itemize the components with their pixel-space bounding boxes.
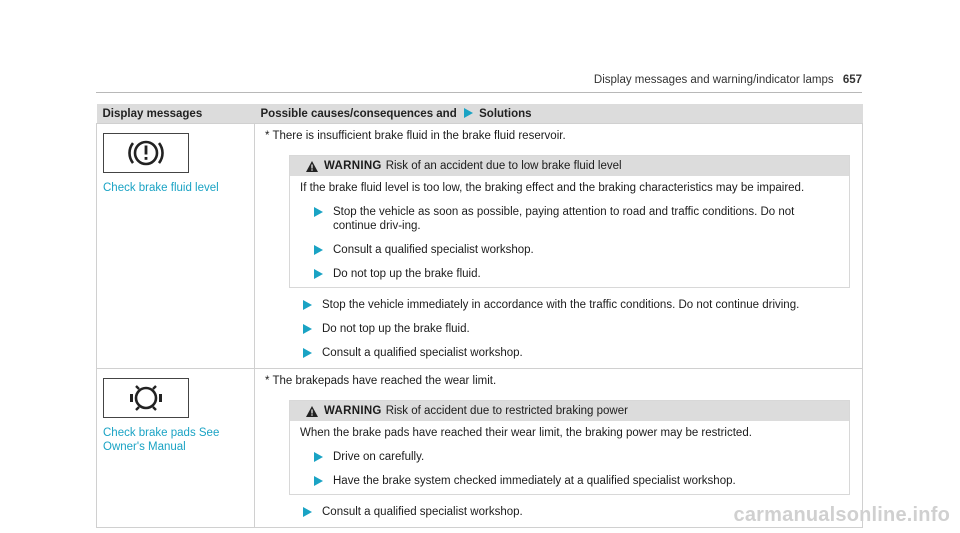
header-divider xyxy=(96,92,862,93)
warning-body xyxy=(290,421,849,494)
list-item xyxy=(300,450,839,464)
brake-pad-wear-lamp-icon xyxy=(103,378,189,418)
warning-box xyxy=(289,155,850,288)
step-arrow-icon xyxy=(303,300,312,310)
list-item xyxy=(300,243,839,257)
watermark: carmanualsonline.info xyxy=(733,504,950,526)
list-item xyxy=(300,205,839,233)
warning-box xyxy=(289,400,850,495)
warning-body xyxy=(290,176,849,287)
list-item xyxy=(289,298,850,312)
page-header xyxy=(96,74,862,86)
cause-note: * There is insufficient brake fluid in the brake fluid reservoir. xyxy=(265,130,566,142)
warning-label: WARNING xyxy=(324,160,382,172)
list-item xyxy=(300,474,839,488)
col-header-causes-label: Possible causes/consequences and xyxy=(260,107,457,120)
step-arrow-icon xyxy=(314,476,323,486)
step-text: Stop the vehicle as soon as possible, paying attention to road and traffic conditions. Do not continue driv-ing. xyxy=(333,206,795,232)
message-cell xyxy=(97,124,255,369)
step-arrow-icon xyxy=(303,348,312,358)
table-row xyxy=(97,124,863,369)
step-arrow-icon xyxy=(303,324,312,334)
warning-title: Risk of an accident due to low brake fluid level xyxy=(385,160,622,172)
page-number: 657 xyxy=(842,74,862,86)
step-text: Drive on carefully. xyxy=(333,451,425,463)
list-item xyxy=(300,267,839,281)
brake-warning-lamp-icon xyxy=(103,133,189,173)
warning-triangle-icon xyxy=(306,161,318,172)
step-arrow-icon xyxy=(303,507,312,517)
warning-header xyxy=(290,401,849,421)
solutions-arrow-icon xyxy=(464,108,473,118)
step-text: Stop the vehicle immediately in accordance with the traffic conditions. Do not continue driving. xyxy=(322,299,800,311)
col-header-causes xyxy=(255,104,863,124)
col-header-messages: Display messages xyxy=(97,104,255,124)
warning-label: WARNING xyxy=(324,405,382,417)
col-header-solutions-label: Solutions xyxy=(479,107,532,120)
header-title: Display messages and warning/indicator lamps xyxy=(593,74,834,86)
message-text: Check brake pads See Owner's Manual xyxy=(103,427,220,453)
list-item xyxy=(289,322,850,336)
step-arrow-icon xyxy=(314,207,323,217)
warning-text: When the brake pads have reached their wear limit, the braking power may be restricted. xyxy=(300,427,752,439)
warning-text: If the brake fluid level is too low, the braking effect and the braking characteristics may be impaired. xyxy=(300,182,805,194)
message-text: Check brake fluid level xyxy=(103,182,219,194)
step-text: Do not top up the brake fluid. xyxy=(333,268,481,280)
warning-triangle-icon xyxy=(306,406,318,417)
list-item xyxy=(289,346,850,360)
warning-title: Risk of accident due to restricted braking power xyxy=(385,405,628,417)
step-text: Consult a qualified specialist workshop. xyxy=(322,506,523,518)
display-messages-table xyxy=(96,104,863,528)
causes-cell xyxy=(255,124,863,369)
message-cell xyxy=(97,369,255,528)
step-arrow-icon xyxy=(314,245,323,255)
table-header-row xyxy=(97,104,863,124)
step-text: Do not top up the brake fluid. xyxy=(322,323,470,335)
step-text: Have the brake system checked immediately at a qualified specialist workshop. xyxy=(333,475,736,487)
cause-note: * The brakepads have reached the wear limit. xyxy=(265,375,497,387)
step-text: Consult a qualified specialist workshop. xyxy=(322,347,523,359)
step-arrow-icon xyxy=(314,452,323,462)
step-arrow-icon xyxy=(314,269,323,279)
warning-header xyxy=(290,156,849,176)
step-text: Consult a qualified specialist workshop. xyxy=(333,244,534,256)
